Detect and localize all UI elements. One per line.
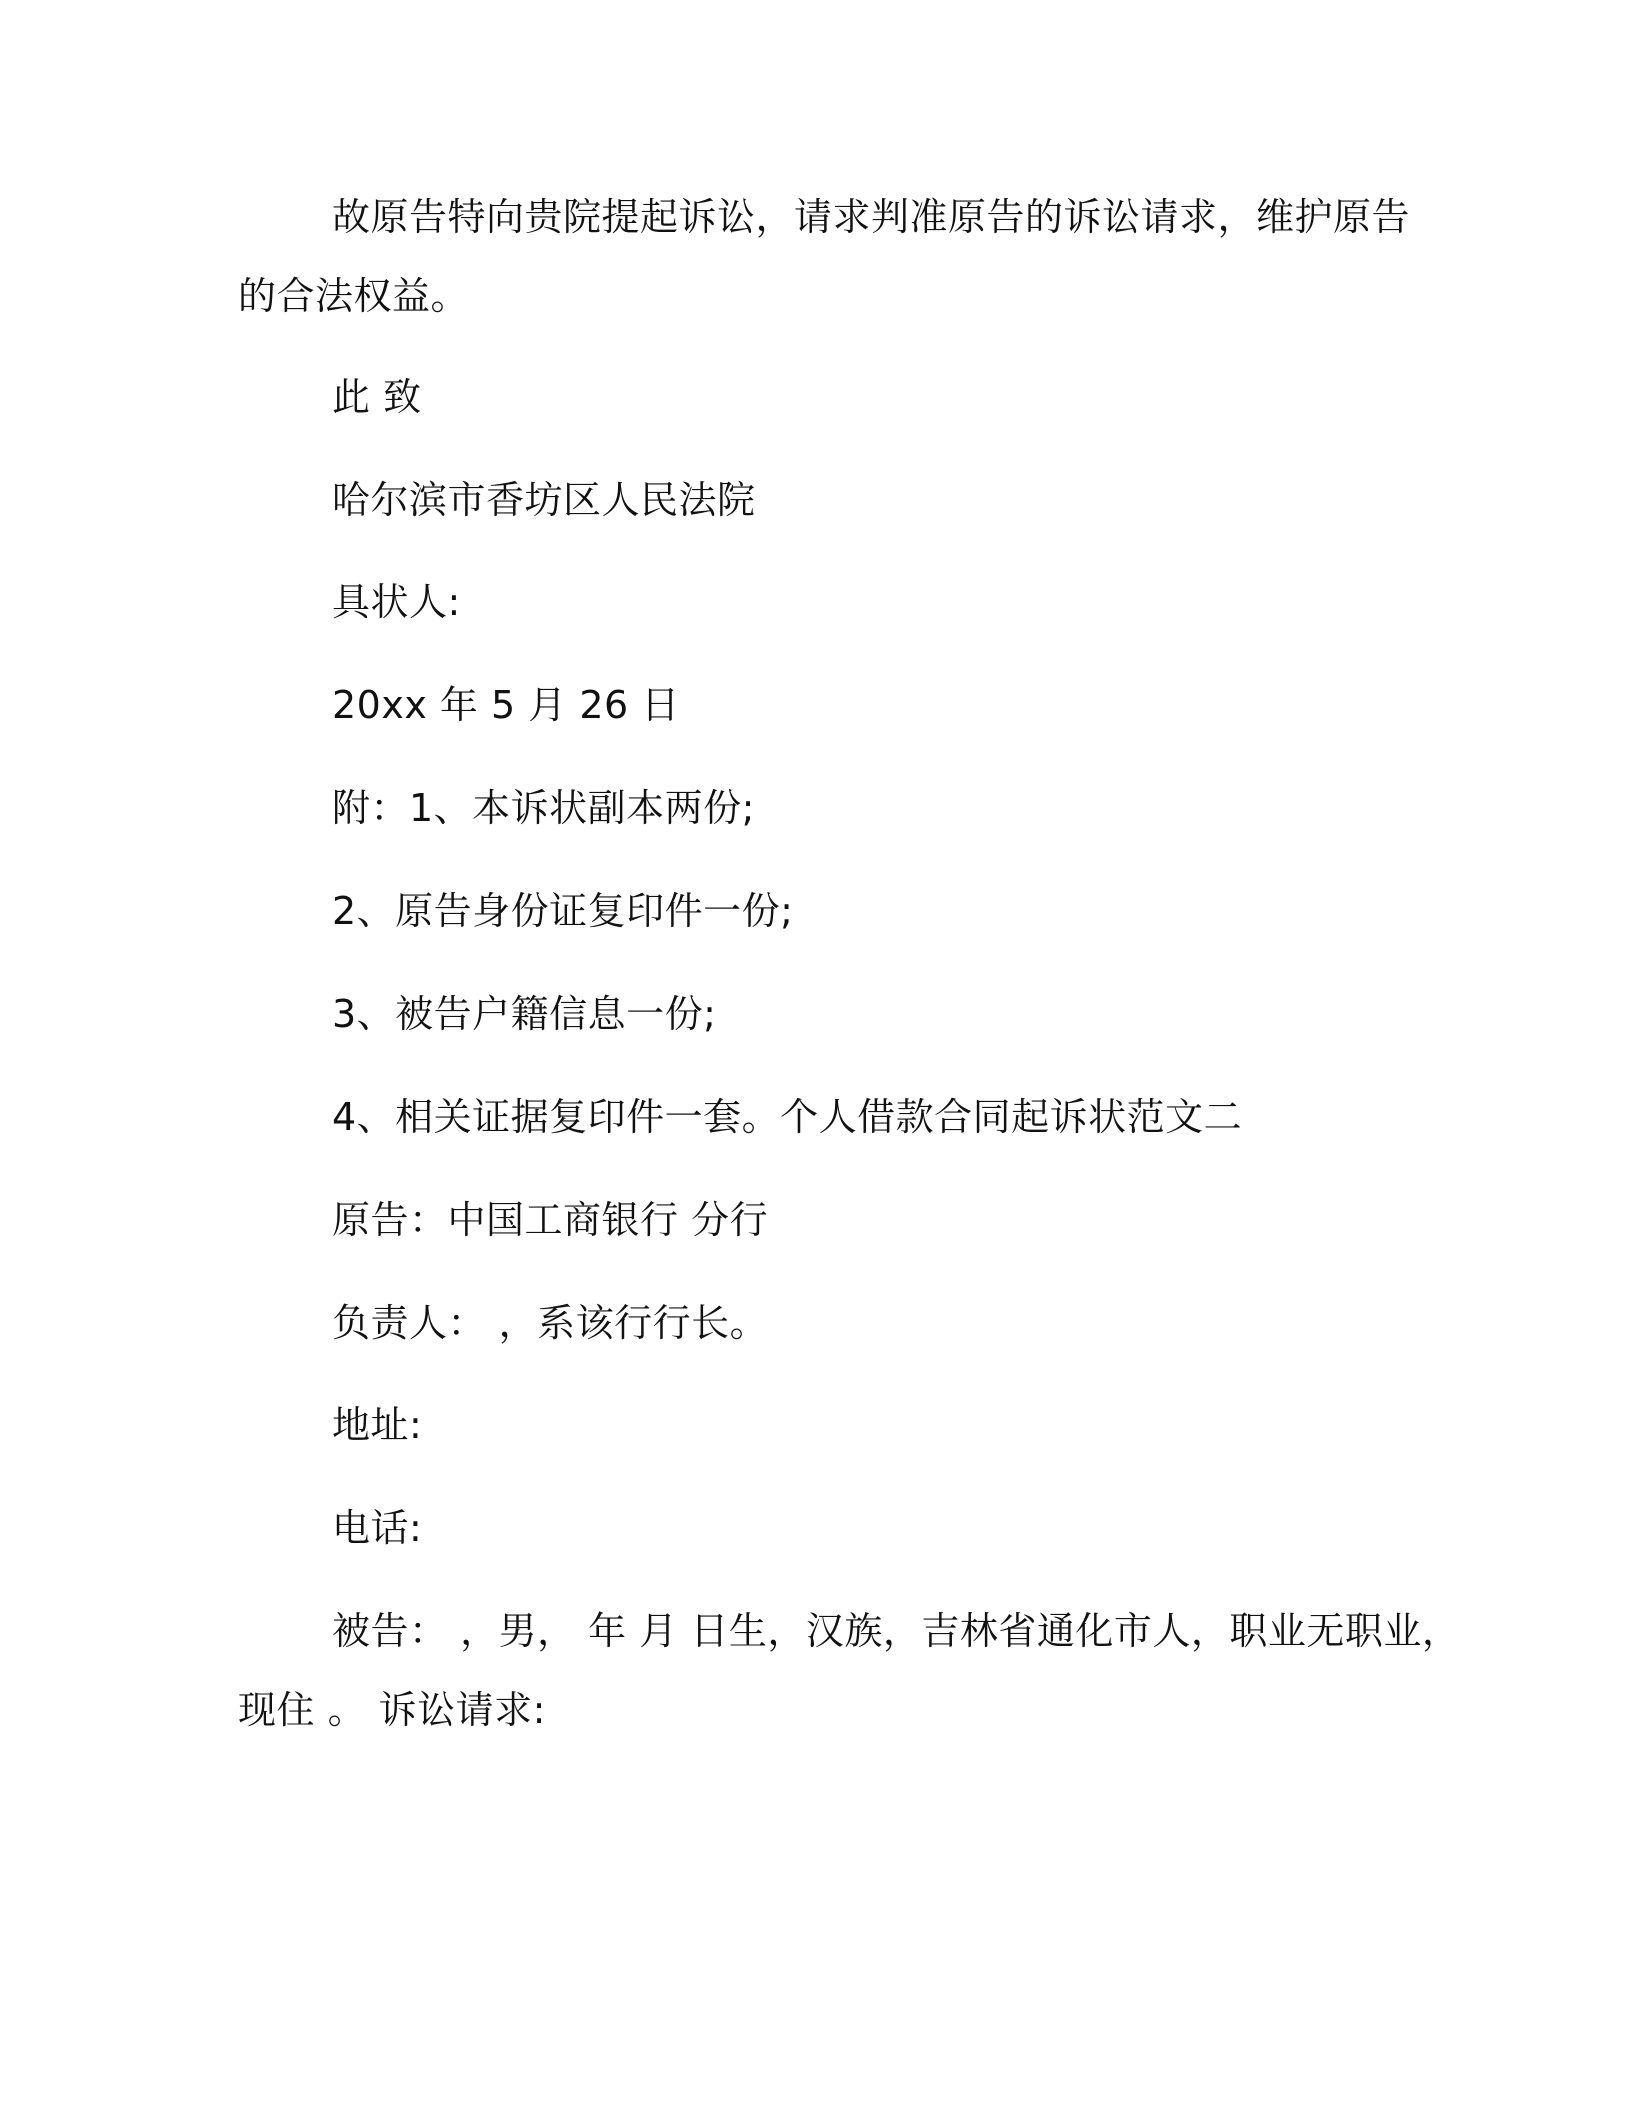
defendant-line: 现住 。 诉讼请求: — [238, 1688, 546, 1732]
attachment-item: 4、相关证据复印件一套。个人借款合同起诉状范文二 — [332, 1095, 1243, 1139]
plaintiff-line: 原告：中国工商银行 分行 — [332, 1198, 769, 1242]
court-name: 哈尔滨市香坊区人民法院 — [332, 478, 756, 522]
paragraph-line: 故原告特向贵院提起诉讼，请求判准原告的诉讼请求，维护原告 — [332, 195, 1411, 239]
paragraph-line: 此 致 — [332, 375, 422, 419]
responsible-person-line: 负责人： ，系该行行长。 — [332, 1301, 769, 1345]
document-date: 20xx 年 5 月 26 日 — [332, 683, 680, 727]
phone-line: 电话: — [332, 1506, 423, 1550]
paragraph-line: 的合法权益。 — [238, 274, 470, 318]
address-line: 地址: — [332, 1403, 423, 1447]
defendant-line: 被告： ，男， 年 月 日生，汉族，吉林省通化市人，职业无职业， — [332, 1609, 1461, 1653]
attachment-item: 附：1、本诉状副本两份; — [332, 786, 755, 830]
attachment-item: 3、被告户籍信息一份; — [332, 992, 717, 1036]
paragraph-line: 具状人: — [332, 580, 461, 624]
attachment-item: 2、原告身份证复印件一份; — [332, 889, 794, 933]
